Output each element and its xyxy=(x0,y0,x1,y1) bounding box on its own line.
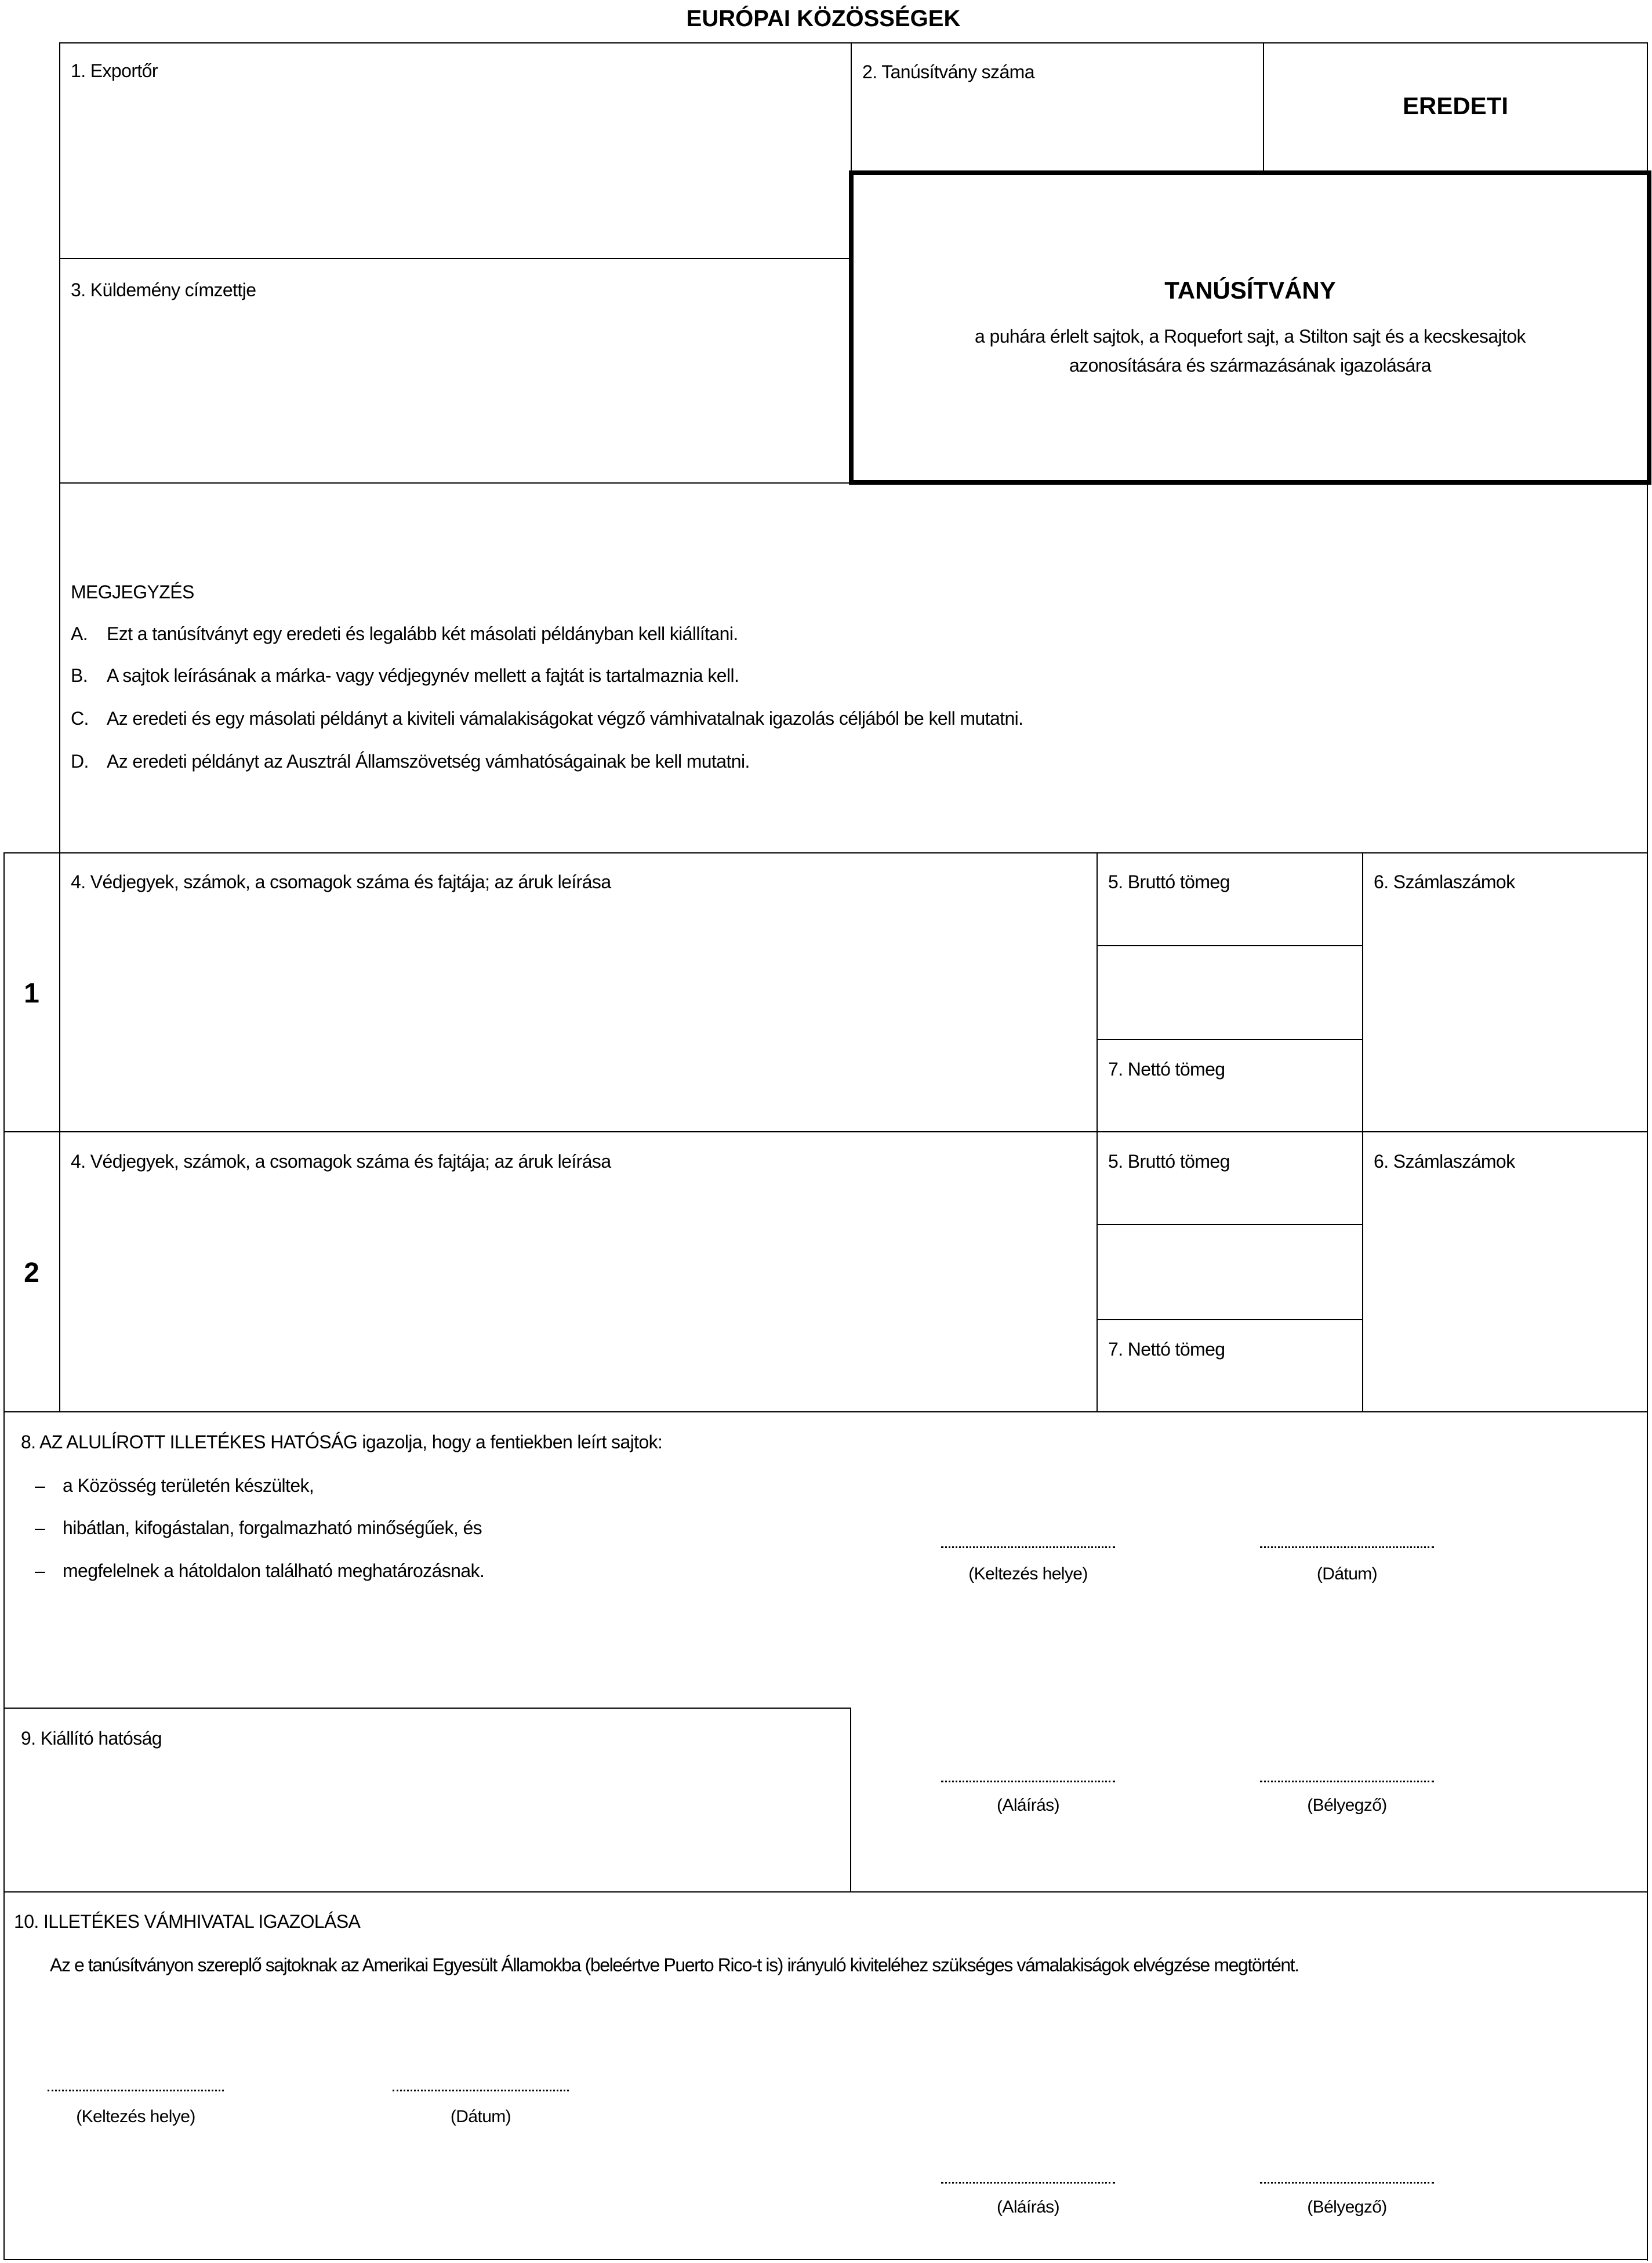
note-letter: D. xyxy=(71,751,89,772)
consignee-label: 3. Küldemény címzettje xyxy=(71,279,256,300)
notes-heading: MEGJEGYZÉS xyxy=(71,582,194,602)
exporter-label: 1. Exportőr xyxy=(71,60,158,81)
item1-gross-weight-field[interactable] xyxy=(1098,853,1361,945)
issuing-authority-label: 9. Kiállító hatóság xyxy=(21,1728,162,1749)
item2-gross-bottom-border xyxy=(1097,1224,1363,1225)
certificate-title-box xyxy=(849,170,1651,485)
note-text: Ezt a tanúsítványt egy eredeti és legalább két másolati példányban kell kiállítani. xyxy=(107,623,738,644)
certificate-subtitle-line2: azonosítására és származásának igazolására xyxy=(1069,355,1432,376)
item2-description-label: 4. Védjegyek, számok, a csomagok száma és fajtája; az áruk leírása xyxy=(71,1151,611,1172)
bottom-border xyxy=(3,2259,1648,2260)
item1-invoice-field[interactable] xyxy=(1363,853,1646,1131)
section10-place-label: (Keltezés helye) xyxy=(76,2107,195,2126)
section9-right-border xyxy=(850,1708,851,1892)
note-text: Az eredeti és egy másolati példányt a kiviteli vámalakiságokat végző vámhivatalnak igazolás céljából be kell mutatni. xyxy=(107,708,1023,729)
item2-gross-weight-field[interactable] xyxy=(1098,1132,1361,1223)
item1-net-weight-label: 7. Nettó tömeg xyxy=(1108,1059,1225,1080)
item2-gross-weight-label: 5. Bruttó tömeg xyxy=(1108,1151,1230,1172)
section9-signature-label: (Aláírás) xyxy=(997,1796,1059,1815)
item1-net-weight-field[interactable] xyxy=(1098,1040,1361,1131)
item2-net-weight-label: 7. Nettó tömeg xyxy=(1108,1339,1225,1360)
item1-invoice-label: 6. Számlaszámok xyxy=(1374,871,1515,892)
exporter-field[interactable] xyxy=(60,43,849,258)
section8-bullet-1 xyxy=(35,1476,314,1495)
item2-description-field[interactable] xyxy=(60,1132,1096,1411)
section10-date-line[interactable] xyxy=(393,2090,569,2091)
section9-stamp-label: (Bélyegző) xyxy=(1307,1796,1387,1815)
section10-stamp-label: (Bélyegző) xyxy=(1307,2197,1387,2217)
section8-bullet-2 xyxy=(35,1519,482,1537)
section10-signature-line[interactable] xyxy=(941,2182,1115,2184)
section10-stamp-line[interactable] xyxy=(1260,2182,1434,2184)
dash-bullet: – xyxy=(35,1475,45,1496)
note-letter: C. xyxy=(71,708,89,729)
section10-top-border xyxy=(3,1891,1648,1893)
section10-text: Az e tanúsítványon szereplő sajtoknak az Amerikai Egyesült Államokba (beleértve Puerto Rico-t is) irányuló kiviteléhez szükséges vámalakiságok elvégzése megtörtént. xyxy=(50,1955,1299,1975)
note-a xyxy=(71,624,738,643)
item-number: 1 xyxy=(24,978,39,1009)
note-d xyxy=(71,752,750,771)
certificate-number-label: 2. Tanúsítvány száma xyxy=(862,61,1034,82)
dash-bullet: – xyxy=(35,1560,45,1581)
note-letter: A. xyxy=(71,623,88,644)
item2-invoice-field[interactable] xyxy=(1363,1132,1646,1411)
outer-left-border xyxy=(3,852,5,2260)
note-c xyxy=(71,709,1023,728)
bullet-text: megfelelnek a hátoldalon található meghatározásnak. xyxy=(63,1560,485,1581)
document-title: EURÓPAI KÖZÖSSÉGEK xyxy=(686,6,961,31)
note-text: A sajtok leírásának a márka- vagy védjegynév mellett a fajtát is tartalmaznia kell. xyxy=(107,665,739,686)
certificate-title: TANÚSÍTVÁNY xyxy=(1164,277,1336,304)
section10-date-label: (Dátum) xyxy=(450,2107,511,2126)
section8-date-label: (Dátum) xyxy=(1316,1564,1378,1583)
certificate-subtitle-line1: a puhára érlelt sajtok, a Roquefort sajt, a Stilton sajt és a kecskesajtok xyxy=(975,326,1526,347)
note-letter: B. xyxy=(71,665,88,686)
item1-gross-weight-label: 5. Bruttó tömeg xyxy=(1108,871,1230,892)
dash-bullet: – xyxy=(35,1517,45,1538)
section8-date-line[interactable] xyxy=(1260,1546,1434,1548)
section8-bullet-3 xyxy=(35,1561,484,1580)
section8-title: 8. AZ ALULÍROTT ILLETÉKES HATÓSÁG igazolja, hogy a fentiekben leírt sajtok: xyxy=(21,1432,663,1452)
section10-signature-label: (Aláírás) xyxy=(997,2197,1059,2217)
section10-title: 10. ILLETÉKES VÁMHIVATAL IGAZOLÁSA xyxy=(14,1911,361,1932)
item2-invoice-label: 6. Számlaszámok xyxy=(1374,1151,1515,1172)
section10-place-line[interactable] xyxy=(48,2090,224,2091)
item1-gross-bottom-border xyxy=(1097,945,1363,946)
item1-description-label: 4. Védjegyek, számok, a csomagok száma és fajtája; az áruk leírása xyxy=(71,871,611,892)
note-b xyxy=(71,666,739,685)
item-number: 2 xyxy=(24,1258,39,1288)
item2-net-weight-field[interactable] xyxy=(1098,1320,1361,1411)
notes-top-border xyxy=(59,482,851,484)
bullet-text: a Közösség területén készültek, xyxy=(63,1475,314,1496)
section8-place-line[interactable] xyxy=(941,1546,1115,1548)
section8-place-label: (Keltezés helye) xyxy=(968,1564,1088,1583)
item1-description-field[interactable] xyxy=(60,853,1096,1131)
section9-stamp-line[interactable] xyxy=(1260,1781,1434,1782)
original-mark: EREDETI xyxy=(1402,92,1509,119)
section9-signature-line[interactable] xyxy=(941,1781,1115,1782)
note-text: Az eredeti példányt az Ausztrál Államszövetség vámhatóságainak be kell mutatni. xyxy=(107,751,750,772)
bullet-text: hibátlan, kifogástalan, forgalmazható minőségűek, és xyxy=(63,1517,482,1538)
section8-top-border xyxy=(3,1411,1648,1412)
